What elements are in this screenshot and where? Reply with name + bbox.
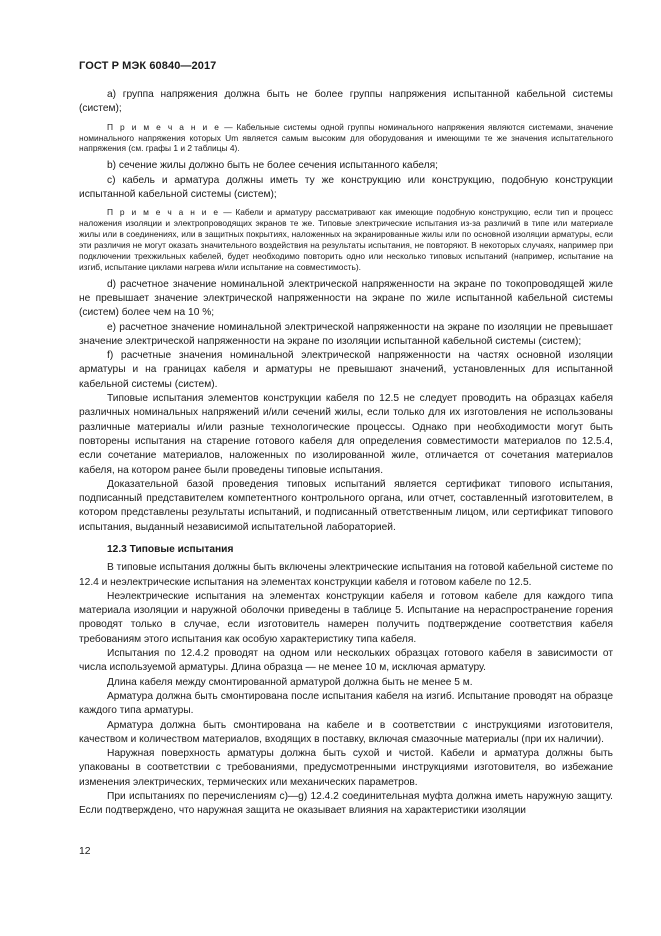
note-2 bbox=[79, 207, 613, 272]
paragraph-item-f: f) расчетные значения номинальной электрической напряженности на частях основной изоляции арматуры и на границах кабеля и арматуры не превышают значений, установленных для испытанной кабельной системы (систем). bbox=[79, 350, 613, 390]
paragraph-item-c: c) кабель и арматура должны иметь ту же конструкцию или конструкцию, подобную конструкции испытанной кабельной системы (систем); bbox=[79, 174, 613, 200]
paragraph-item-a: a) группа напряжения должна быть не более группы напряжения испытанной кабельной системы (систем); bbox=[79, 89, 613, 115]
document-header: ГОСТ Р МЭК 60840—2017 bbox=[79, 60, 217, 72]
paragraph-12-3-5: Арматура должна быть смонтирована после испытания кабеля на изгиб. Испытание проводят на образце каждого типа арматуры. bbox=[79, 690, 613, 717]
note-1 bbox=[79, 122, 613, 155]
paragraph-12-3-4: Длина кабеля между смонтированной арматурой должна быть не менее 5 м. bbox=[107, 676, 473, 688]
paragraph-12-3-2: Неэлектрические испытания на элементах конструкции кабеля и готовом кабеле для каждого типа материала изоляции и наружной оболочки приведены в таблице 5. Испытание на нераспространение горения проводят только в случае, если изготовитель намерен получить подтверждение соответствия кабеля требованиям этого испытания как особую характеристику типа кабеля. bbox=[79, 590, 613, 645]
paragraph-12-3-3: Испытания по 12.4.2 проводят на одном или нескольких образцах готового кабеля в зависимости от числа используемой арматуры. Длина образца — не менее 10 м, исключая арматуру. bbox=[79, 648, 613, 674]
paragraph-type-tests-elements: Типовые испытания элементов конструкции кабеля по 12.5 не следует проводить на образцах кабеля различных номинальных напряжений и/или сечений жилы, если только для их изготовления не использованы различные материалы и/или разные технологические процессы. Однако при необходимости могут быть повторены испытания на старение готового кабеля для определения совместимости материалов по 12.5.4, если сочетание материалов, наложенных по изолированной жиле, отличается от сочетания материалов кабеля, на котором ранее были проведены типовые испытания. bbox=[79, 393, 613, 476]
document-body bbox=[79, 88, 613, 819]
note-label: П р и м е ч а н и е bbox=[107, 207, 220, 218]
paragraph-item-b: b) сечение жилы должно быть не более сечения испытанного кабеля; bbox=[107, 160, 438, 172]
paragraph-item-e: e) расчетное значение номинальной электрической напряженности на экране по изоляции не превышает значение электрической напряженности на экране по изоляции испытанной кабельной системы (систем); bbox=[79, 321, 613, 347]
paragraph-item-d: d) расчетное значение номинальной электрической напряженности на экране по токопроводящей жиле не превышает значение электрической напряженности на экране по жиле испытанной кабельной системы (систем) более чем на 10 %; bbox=[79, 278, 613, 319]
note-label: П р и м е ч а н и е bbox=[107, 121, 221, 132]
paragraph-12-3-7: Наружная поверхность арматуры должна быть сухой и чистой. Кабели и арматура должны быть упакованы в соответствии с требованиями, предусмотренными инструкциями изготовителя, во избежание изменения электрических, термических или механических параметров. bbox=[79, 748, 613, 788]
note-text: — Кабели и арматуру рассматривают как имеющие подобную конструкцию, если тип и процесс наложения изоляции и электропроводящих экранов те же. Типовые электрические испытания из-за различий в типе или материале жилы или в соединениях, или в защитных покрытиях, наложенных на экранированные жилы или по основной изоляции арматуры, если эти различия не могут оказать значительного воздействия на результаты испытания, не повторяют. В некоторых случаях, например при подключении трехжильных кабелей, будет необходимо повторить одно или несколько типовых испытаний (например, испытание на изгиб, испытание циклами нагрева и/или испытание на совместимость). bbox=[79, 207, 613, 272]
paragraph-evidence: Доказательной базой проведения типовых испытаний является сертификат типового испытания, подписанный представителем компетентного контрольного органа, или отчет, составленный изготовителем, в котором представлены результаты испытаний, и подписанный ответственным лицом, или сертификат типового испытания, выданный независимой испытательной лабораторией. bbox=[79, 478, 613, 533]
note-text: — Кабельные системы одной группы номинального напряжения являются системами, значение номинального напряжения которых Um является самым высоким для оборудования и имеющими те же значения испытательного напряжения (см. графы 1 и 2 таблицы 4). bbox=[79, 121, 613, 154]
section-title-12-3: 12.3 Типовые испытания bbox=[107, 543, 234, 555]
paragraph-12-3-8: При испытаниях по перечислениям c)—g) 12.4.2 соединительная муфта должна иметь наружную защиту. Если подтверждено, что наружная защита не оказывает влияния на характеристики изоляции bbox=[79, 791, 613, 817]
paragraph-12-3-1: В типовые испытания должны быть включены электрические испытания на готовой кабельной системе по 12.4 и неэлектрические испытания на элементах конструкции кабеля и готовом кабеле по 12.5. bbox=[79, 562, 613, 588]
paragraph-12-3-6: Арматура должна быть смонтирована на кабеле и в соответствии с инструкциями изготовителя, качеством и количеством материалов, входящих в поставку, включая смазочные материалы (при их наличии). bbox=[79, 719, 613, 745]
page-number: 12 bbox=[79, 846, 91, 857]
